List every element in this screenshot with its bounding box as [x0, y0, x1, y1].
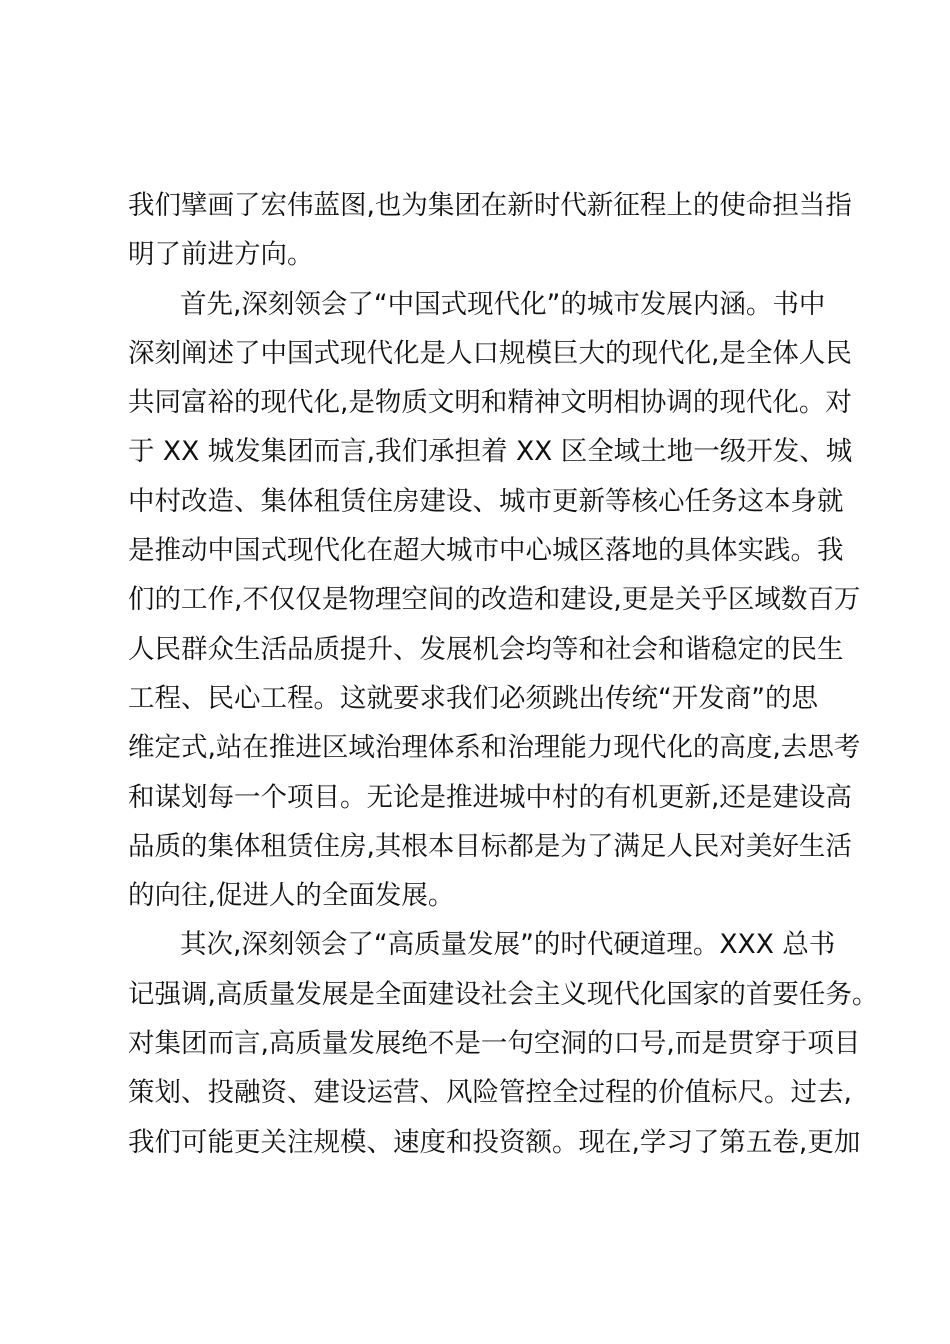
text-line: 策划、投融资、建设运营、风险管控全过程的价值标尺。过去,: [128, 1077, 852, 1109]
text-line: 工程、民心工程。这就要求我们必须跳出传统“开发商”的思: [128, 682, 818, 714]
text-line: 的向往,促进人的全面发展。: [128, 880, 455, 912]
paragraph-first-line: 其次,深刻领会了“高质量发展”的时代硬道理。XXX 总书: [180, 929, 836, 961]
paragraph-first-line: 首先,深刻领会了“中国式现代化”的城市发展内涵。书中: [180, 288, 826, 320]
text-line: 记强调,高质量发展是全面建设社会主义现代化国家的首要任务。: [128, 978, 879, 1010]
text-line: 品质的集体租赁住房,其根本目标都是为了满足人民对美好生活: [128, 830, 852, 862]
text-line: 共同富裕的现代化,是物质文明和精神文明相协调的现代化。对: [128, 387, 852, 419]
text-line: 人民群众生活品质提升、发展机会均等和社会和谐稳定的民生: [128, 633, 844, 665]
text-line: 是推动中国式现代化在超大城市中心城区落地的具体实践。我: [128, 535, 844, 567]
document-body: [128, 181, 879, 1167]
text-line: 对集团而言,高质量发展绝不是一句空洞的口号,而是贯穿于项目: [128, 1028, 861, 1060]
text-line: 和谋划每一个项目。无论是推进城中村的有机更新,还是建设高: [128, 781, 852, 813]
text-line: 我们可能更关注规模、速度和投资额。现在,学习了第五卷,更加: [128, 1126, 861, 1158]
text-line: 维定式,站在推进区域治理体系和治理能力现代化的高度,去思考: [128, 732, 861, 764]
text-line: 明了前进方向。: [128, 239, 314, 271]
text-line: 们的工作,不仅仅是物理空间的改造和建设,更是关乎区域数百万: [128, 584, 861, 616]
text-line: 我们擘画了宏伟蓝图,也为集团在新时代新征程上的使命担当指: [128, 190, 852, 221]
text-line: 深刻阐述了中国式现代化是人口规模巨大的现代化,是全体人民: [128, 337, 852, 369]
text-line: 于 XX 城发集团而言,我们承担着 XX 区全域土地一级开发、城: [128, 436, 853, 468]
text-line: 中村改造、集体租赁住房建设、城市更新等核心任务这本身就: [128, 485, 844, 517]
